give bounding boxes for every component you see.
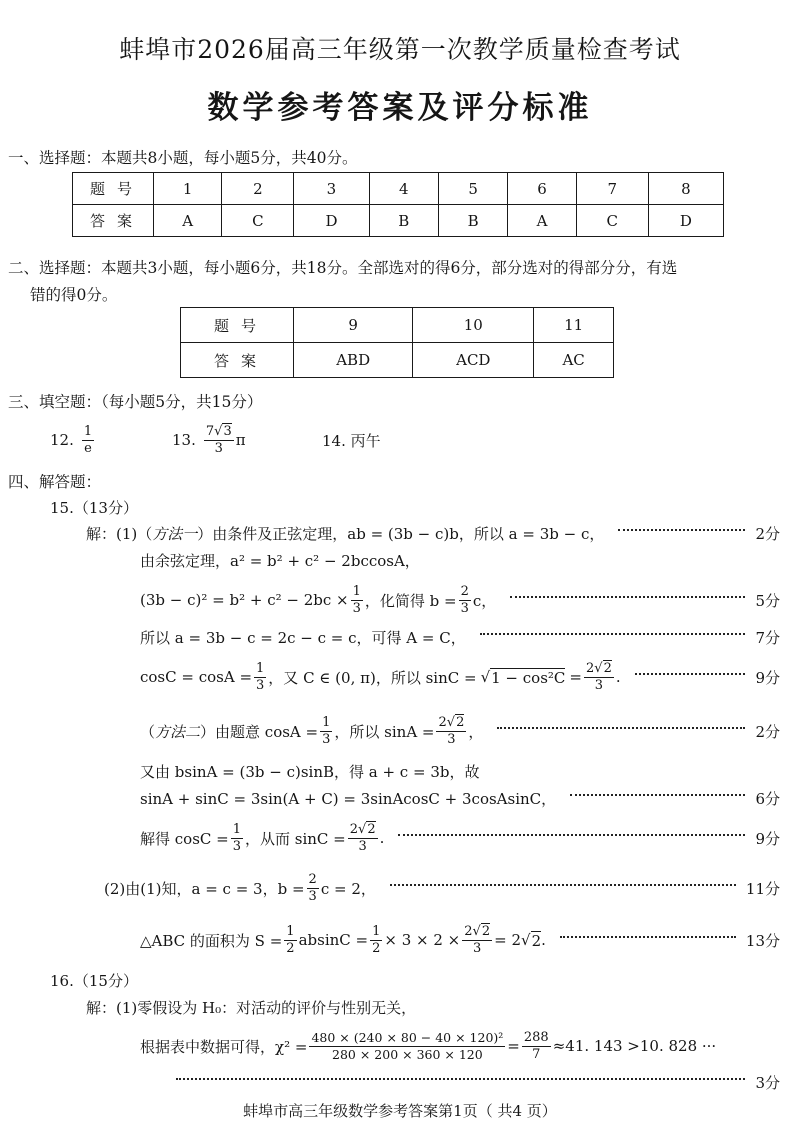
answer-cell: AC	[534, 343, 614, 378]
fill-answer-13	[172, 420, 246, 460]
solution-line: （ 方法二 ）由题意 cosA = $\frac{1}{3}$ ，所以 sinA = $\frac{2√2}{3}$ ， 2分	[140, 714, 780, 747]
dotted-leader	[560, 936, 736, 938]
fraction: $\frac{1}{2}$	[286, 923, 295, 956]
section2-heading-cont: 错的得0分。	[30, 286, 118, 304]
score: 2分	[755, 722, 780, 741]
section3-heading: 三、填空题：（每小题5分，共15分）	[8, 393, 263, 411]
answer-cell: A	[508, 205, 576, 237]
question-number: 10	[413, 308, 534, 343]
solution-line: 解：(1)（ 方法一 ）由条件及正弦定理，ab = (3b − c)b，所以 a = 3b − c， 2分	[86, 524, 780, 543]
dotted-leader	[570, 794, 745, 796]
answer-cell: C	[222, 205, 294, 237]
question-number: 7	[576, 173, 648, 205]
solution-line: 所以 a = 3b − c = 2c − c = c，可得 A = C， 7分	[140, 628, 780, 647]
exam-title: 蚌埠市2026届高三年级第一次教学质量检查考试	[119, 35, 681, 64]
fraction: $\frac{2√2}{3}$	[585, 660, 612, 693]
dotted-leader	[635, 673, 746, 675]
fill-answer-12	[50, 420, 96, 460]
solution-line: 根据表中数据可得，χ² = $\frac{\text{480 × (240 × 80 − 40 × 120)²}}{280 \times 200 \times 360 \times 120}$ = $\frac{288}{7}$ ≈41. 143 >10. 828 ···	[140, 1029, 717, 1062]
answer-cell: C	[576, 205, 648, 237]
solution-line: (2)由(1)知，a = c = 3，b = $\frac{2}{3}$ c = 2， 11分	[104, 871, 780, 904]
solution-line: 解：(1)零假设为 H₀：对活动的评价与性别无关，	[86, 998, 417, 1017]
table-row	[181, 308, 614, 343]
score: 3分	[755, 1073, 780, 1092]
answer-cell: ABD	[294, 343, 413, 378]
dotted-leader	[497, 727, 745, 729]
score: 7分	[755, 628, 780, 647]
section1-heading: 一、选择题：本题共8小题，每小题5分，共40分。	[8, 149, 358, 167]
row-label: 题号	[181, 308, 294, 343]
fraction: $\frac{1}{2}$	[372, 923, 381, 956]
answer-cell: B	[369, 205, 438, 237]
dotted-leader	[398, 834, 745, 836]
fill-answer-14: 14. 丙午	[322, 431, 381, 450]
fraction: $\frac{2√2}{3}$	[349, 821, 376, 854]
answer-cell: B	[438, 205, 507, 237]
question-number: 11	[534, 308, 614, 343]
fraction: $\frac{1}{3}$	[352, 583, 361, 616]
solution-line	[176, 1070, 780, 1094]
fraction: $\frac{1}{3}$	[232, 821, 241, 854]
table-row	[73, 173, 724, 205]
dotted-leader	[176, 1078, 745, 1080]
section4-heading: 四、解答题：	[8, 473, 102, 491]
fraction: $\frac{\text{480 × (240 × 80 − 40 × 120)²}}{280 \times 200 \times 360 \times 120}$	[311, 1029, 504, 1062]
fraction	[82, 424, 94, 457]
solution-line: 解得 cosC = $\frac{1}{3}$ ，从而 sinC = $\frac{2√2}{3}$ . 9分	[140, 821, 780, 854]
solution-line: 又由 bsinA = (3b − c)sinB，得 a + c = 3b，故	[140, 762, 480, 781]
score: 11分	[745, 879, 780, 898]
score: 9分	[755, 668, 780, 687]
row-label: 答案	[73, 205, 154, 237]
dotted-leader	[618, 529, 745, 531]
dotted-leader	[510, 596, 745, 598]
question-label: 13.	[172, 431, 196, 449]
document-title: 数学参考答案及评分标准	[207, 90, 593, 126]
multi-choice-answer-table	[180, 307, 614, 378]
solution-line: cosC = cosA = $\frac{1}{3}$ ，又 C ∈ (0, π)，所以 sinC = √ 1 − cos²C = $\frac{2√2}{3}$ . 9分	[140, 660, 780, 693]
denominator: 3	[214, 440, 223, 456]
score: 9分	[755, 829, 780, 848]
solution-line: (3b − c)² = b² + c² − 2bc × $\frac{1}{3}$ ，化简得 b = $\frac{2}{3}$ c， 5分	[140, 583, 780, 616]
score: 6分	[755, 789, 780, 808]
choice-answer-table	[72, 172, 724, 237]
answer-cell: D	[294, 205, 369, 237]
question-number: 9	[294, 308, 413, 343]
fraction: $\frac{2√2}{3}$	[464, 923, 491, 956]
fraction: $\frac{2}{3}$	[460, 583, 469, 616]
fraction: $\frac{288}{7}$	[523, 1029, 549, 1062]
fraction: $\frac{1}{3}$	[322, 714, 331, 747]
answer-cell: A	[154, 205, 222, 237]
solution-line: △ABC 的面积为 S = $\frac{1}{2}$ absinC = $\frac{1}{2}$ × 3 × 2 × $\frac{2√2}{3}$ = 2 √ 2 . 13分	[140, 923, 780, 956]
section2-heading: 二、选择题：本题共3小题，每小题6分，共18分。全部选对的得6分，部分选对的得部分分，有选	[8, 259, 678, 277]
row-label: 答案	[181, 343, 294, 378]
question-number: 4	[369, 173, 438, 205]
page-footer: 蚌埠市高三年级数学参考答案第1页（ 共4 页）	[243, 1102, 557, 1120]
numerator: 1	[83, 423, 93, 439]
dotted-leader	[390, 884, 736, 886]
table-row	[73, 205, 724, 237]
solution-line: 由余弦定理，a² = b² + c² − 2bccosA，	[140, 551, 420, 570]
pi-symbol: π	[235, 431, 246, 449]
denominator: e	[84, 440, 92, 456]
answer-cell: ACD	[413, 343, 534, 378]
score: 5分	[755, 591, 780, 610]
fraction: $\frac{2√2}{3}$	[438, 714, 465, 747]
score: 13分	[745, 931, 780, 950]
question-number: 6	[508, 173, 576, 205]
question-number: 5	[438, 173, 507, 205]
question-number: 3	[294, 173, 369, 205]
fraction	[204, 424, 234, 457]
answer-cell: D	[648, 205, 723, 237]
question-number: 2	[222, 173, 294, 205]
numerator: 7√3	[205, 423, 232, 439]
question-15-label: 15.（13分）	[50, 499, 138, 517]
question-number: 8	[648, 173, 723, 205]
question-number: 1	[154, 173, 222, 205]
solution-line: sinA + sinC = 3sin(A + C) = 3sinAcosC + 3cosAsinC， 6分	[140, 789, 780, 808]
score: 2分	[755, 524, 780, 543]
question-label: 12.	[50, 431, 74, 449]
fraction: $\frac{2}{3}$	[308, 871, 317, 904]
fraction: $\frac{1}{3}$	[256, 660, 265, 693]
table-row	[181, 343, 614, 378]
dotted-leader	[480, 633, 746, 635]
question-16-label: 16.（15分）	[50, 972, 138, 990]
row-label: 题号	[73, 173, 154, 205]
